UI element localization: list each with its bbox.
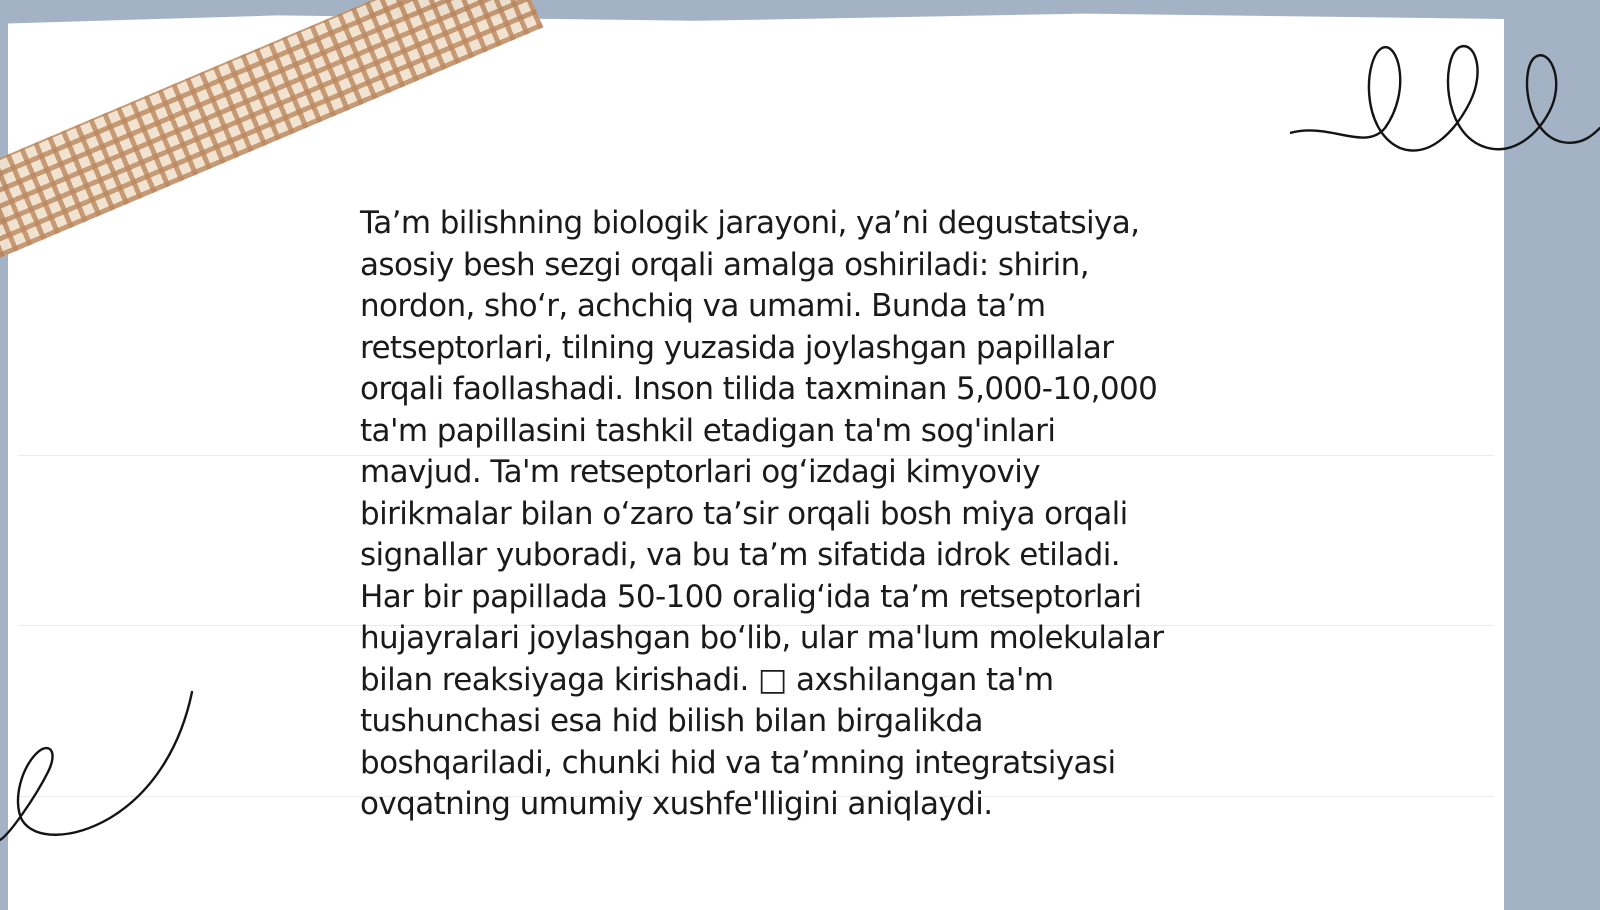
text-line: retseptorlari, tilning yuzasida joylashgan papillalar <box>360 329 1114 366</box>
loop-scribble-bottom-left-icon <box>0 690 210 850</box>
loop-scribble-top-right-icon <box>1290 30 1600 170</box>
text-line: orqali faollashadi. Inson tilida taxminan 5,000-10,000 <box>360 371 1158 407</box>
text-line: ta'm papillasini tashkil etadigan ta'm sog'inlari <box>360 412 1056 449</box>
body-paragraph <box>360 203 1240 826</box>
text-line: asosiy besh sezgi orqali amalga oshiriladi: shirin, <box>360 246 1089 283</box>
text-line: tushunchasi esa hid bilish bilan birgalikda <box>360 703 983 739</box>
text-line: birikmalar bilan o‘zaro ta’sir orqali bosh miya orqali <box>360 495 1128 532</box>
text-line: Ta’m bilishning biologik jarayoni, ya’ni degustatsiya, <box>360 205 1140 241</box>
text-line: nordon, sho‘r, achchiq va umami. Bunda ta’m <box>360 288 1046 324</box>
text-line: ovqatning umumiy xushfe'lligini aniqlaydi. <box>360 786 993 822</box>
text-line: Har bir papillada 50-100 oralig‘ida ta’m retseptorlari <box>360 578 1142 615</box>
text-line: hujayralari joylashgan bo‘lib, ular ma'lum molekulalar <box>360 620 1164 656</box>
text-line: signallar yuboradi, va bu ta’m sifatida idrok etiladi. <box>360 537 1121 573</box>
text-line: mavjud. Ta'm retseptorlari og‘izdagi kimyoviy <box>360 454 1041 490</box>
text-line: boshqariladi, chunki hid va ta’mning integratsiyasi <box>360 744 1116 781</box>
text-line: bilan reaksiyaga kirishadi. □ axshilangan ta'm <box>360 661 1054 698</box>
